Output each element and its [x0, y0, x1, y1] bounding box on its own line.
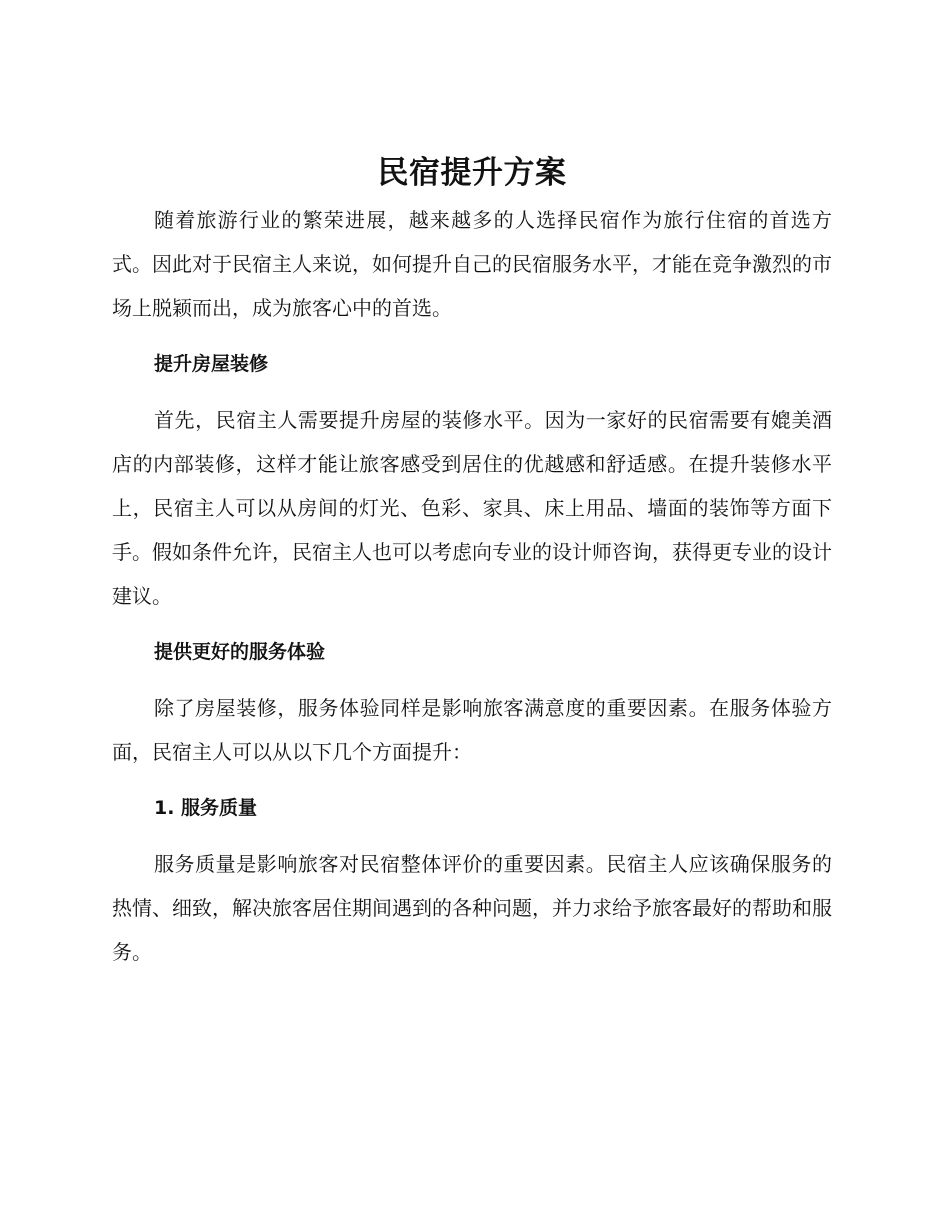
intro-paragraph: 随着旅游行业的繁荣进展，越来越多的人选择民宿作为旅行住宿的首选方式。因此对于民宿主人来说，如何提升自己的民宿服务水平，才能在竞争激烈的市场上脱颖而出，成为旅客心中的首选。	[112, 208, 832, 320]
section-heading: 提升房屋装修	[154, 353, 269, 375]
section-service-quality	[112, 786, 832, 974]
section-heading: 提供更好的服务体验	[154, 641, 326, 663]
section-service-experience	[112, 630, 832, 774]
document-title: 民宿提升方案	[377, 155, 567, 191]
document-page	[112, 150, 832, 974]
section-paragraph: 除了房屋装修，服务体验同样是影响旅客满意度的重要因素。在服务体验方面，民宿主人可以从以下几个方面提升：	[112, 696, 832, 764]
section-paragraph: 服务质量是影响旅客对民宿整体评价的重要因素。民宿主人应该确保服务的热情、细致，解决旅客居住期间遇到的各种问题，并力求给予旅客最好的帮助和服务。	[112, 852, 832, 964]
section-heading: 1. 服务质量	[154, 797, 258, 819]
section-renovation	[112, 342, 832, 618]
section-paragraph: 首先，民宿主人需要提升房屋的装修水平。因为一家好的民宿需要有媲美酒店的内部装修，这样才能让旅客感受到居住的优越感和舒适感。在提升装修水平上，民宿主人可以从房间的灯光、色彩、家具、床上用品、墙面的装饰等方面下手。假如条件允许，民宿主人也可以考虑向专业的设计师咨询，获得更专业的设计建议。	[112, 408, 832, 608]
